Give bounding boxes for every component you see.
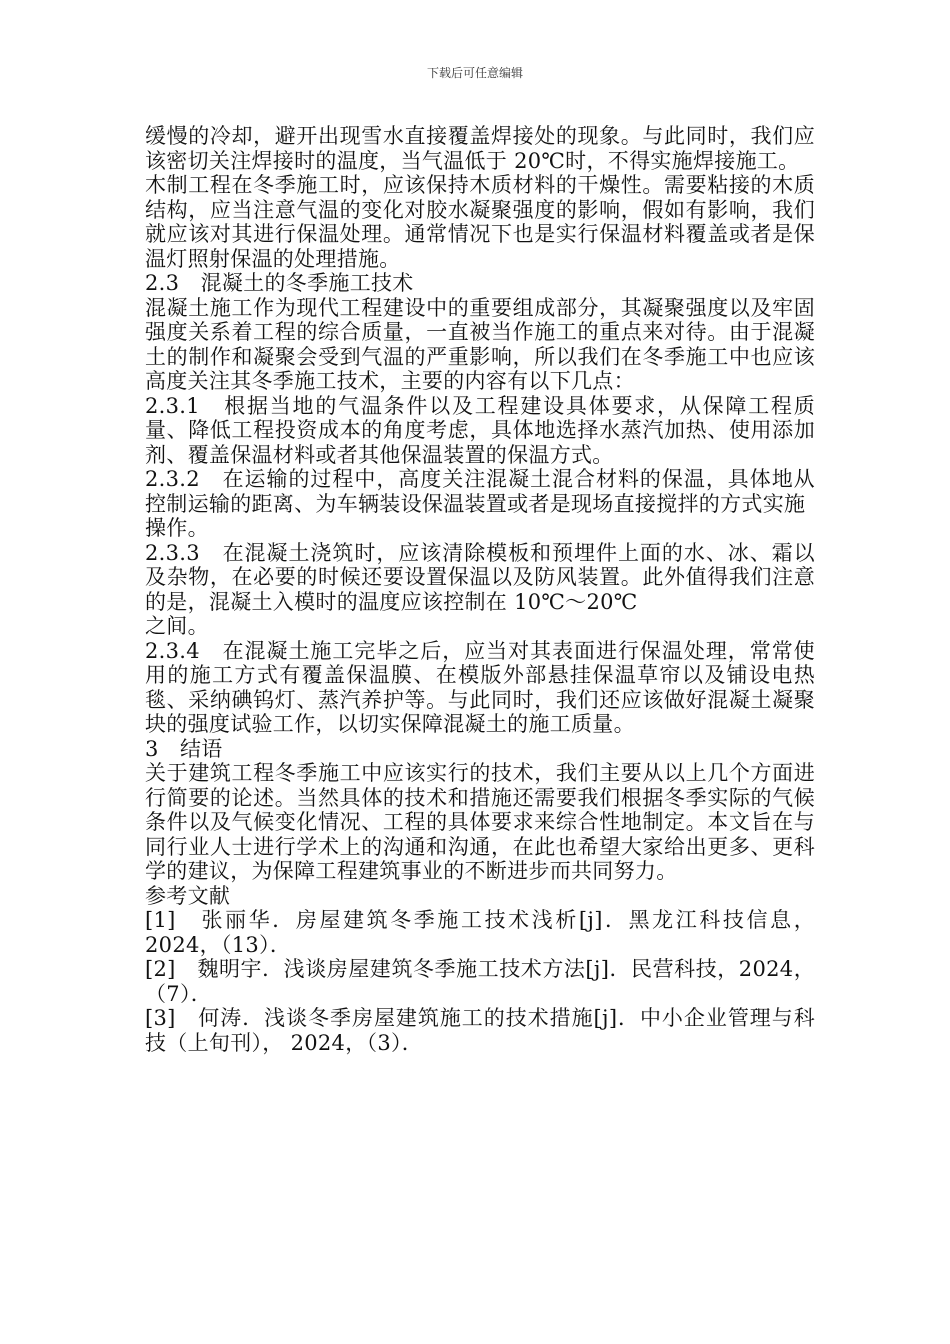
paragraph-2-3-3-continued: 之间。 [145,614,209,638]
page-header: 下载后可任意编辑 [426,66,523,80]
document-body [145,124,815,1055]
paragraph-wood-engineering: 木制工程在冬季施工时，应该保持木质材料的干燥性。需要粘接的木质结构，应当注意气温的变化对胶水凝聚强度的影响，假如有影响，我们就应该对其进行保温处理。通常情况下也是实行保温材料覆盖或者是保温灯照射保温的处理措施。 [145,173,815,271]
reference-item-2: [2] 魏明宇．浅谈房屋建筑冬季施工技术方法[j]．民营科技，2024，（7）． [145,957,815,1006]
paragraph-2-3-2: 2.3.2 在运输的过程中，高度关注混凝土混合材料的保温，具体地从控制运输的距离、为车辆装设保温装置或者是现场直接搅拌的方式实施 [145,467,815,516]
paragraph-2-3-3: 2.3.3 在混凝土浇筑时，应该清除模板和预埋件上面的水、冰、霜以及杂物，在必要的时候还要设置保温以及防风装置。此外值得我们注意的是，混凝土入模时的温度应该控制在 10℃～20℃ [145,540,815,614]
paragraph-concrete-intro: 混凝土施工作为现代工程建设中的重要组成部分，其凝聚强度以及牢固强度关系着工程的综合质量，一直被当作施工的重点来对待。由于混凝土的制作和凝聚会受到气温的严重影响，所以我们在冬季施工中也应该高度关注其冬季施工技术，主要的内容有以下几点： [145,295,815,393]
section-heading-conclusion: 3 结语 [145,736,223,761]
section-heading-2-3: 2.3 混凝土的冬季施工技术 [145,271,414,295]
paragraph-conclusion: 关于建筑工程冬季施工中应该实行的技术，我们主要从以上几个方面进行简要的论述。当然具体的技术和措施还需要我们根据冬季实际的气候条件以及气候变化情况、工程的具体要求来综合性地制定。本文旨在与同行业人士进行学术上的沟通和沟通，在此也希望大家给出更多、更科学的建议，为保障工程建筑事业的不断进步而共同努力。 [145,761,815,883]
paragraph-2-3-2-continued: 操作。 [145,516,209,540]
paragraph-welding-cooling: 缓慢的冷却，避开出现雪水直接覆盖焊接处的现象。与此同时，我们应该密切关注焊接时的温度，当气温低于 20℃时，不得实施焊接施工。 [145,124,815,173]
reference-item-3: [3] 何涛．浅谈冬季房屋建筑施工的技术措施[j]．中小企业管理与科技（上旬刊）， 2024，（3）． [145,1006,815,1055]
references-heading: 参考文献 [145,883,231,908]
reference-item-1: [1] 张丽华．房屋建筑冬季施工技术浅析[j]．黑龙江科技信息，2024，（13）． [145,908,815,957]
paragraph-2-3-4: 2.3.4 在混凝土施工完毕之后，应当对其表面进行保温处理，常常使用的施工方式有覆盖保温膜、在模版外部悬挂保温草帘以及铺设电热毯、采纳碘钨灯、蒸汽养护等。与此同时，我们还应该做好混凝土凝聚块的强度试验工作，以切实保障混凝土的施工质量。 [145,638,815,736]
paragraph-2-3-1: 2.3.1 根据当地的气温条件以及工程建设具体要求，从保障工程质量、降低工程投资成本的角度考虑，具体地选择水蒸汽加热、使用添加剂、覆盖保温材料或者其他保温装置的保温方式。 [145,393,815,467]
